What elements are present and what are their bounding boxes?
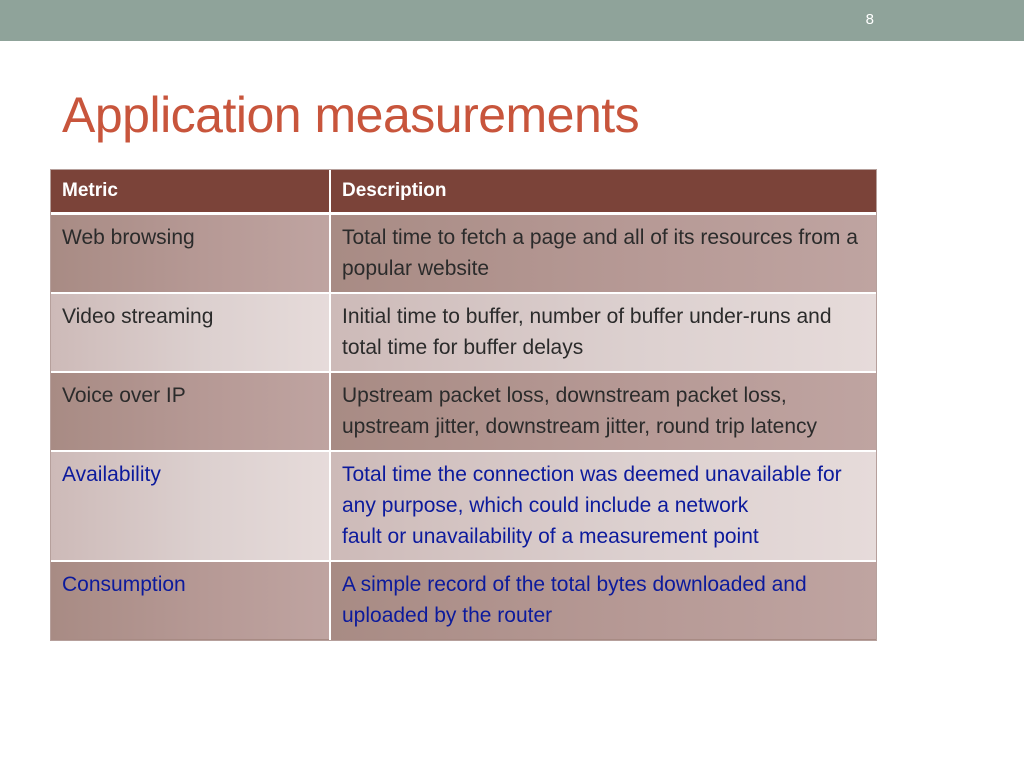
slide-title: Application measurements — [62, 87, 640, 143]
description-cell: Upstream packet loss, downstream packet loss, upstream jitter, downstream jitter, round trip latency — [330, 372, 876, 451]
table-row — [51, 561, 876, 640]
description-cell: Total time to fetch a page and all of its resources from a popular website — [330, 214, 876, 294]
table-header-row — [51, 170, 876, 214]
description-cell: Total time the connection was deemed unavailable for any purpose, which could include a network fault or unavailability of a measurement point — [330, 451, 876, 561]
description-cell: A simple record of the total bytes downloaded and uploaded by the router — [330, 561, 876, 640]
metric-cell: Web browsing — [51, 214, 330, 294]
description-cell: Initial time to buffer, number of buffer under-runs and total time for buffer delays — [330, 293, 876, 372]
metric-cell: Video streaming — [51, 293, 330, 372]
metrics-table — [51, 170, 876, 640]
slide-number: 8 — [865, 11, 874, 28]
header-description: Description — [330, 170, 876, 214]
table-row — [51, 293, 876, 372]
metric-cell: Consumption — [51, 561, 330, 640]
table-row — [51, 451, 876, 561]
header-metric: Metric — [51, 170, 330, 214]
table-row — [51, 214, 876, 294]
top-bar — [0, 0, 1024, 41]
metric-cell: Voice over IP — [51, 372, 330, 451]
metric-cell: Availability — [51, 451, 330, 561]
table-row — [51, 372, 876, 451]
